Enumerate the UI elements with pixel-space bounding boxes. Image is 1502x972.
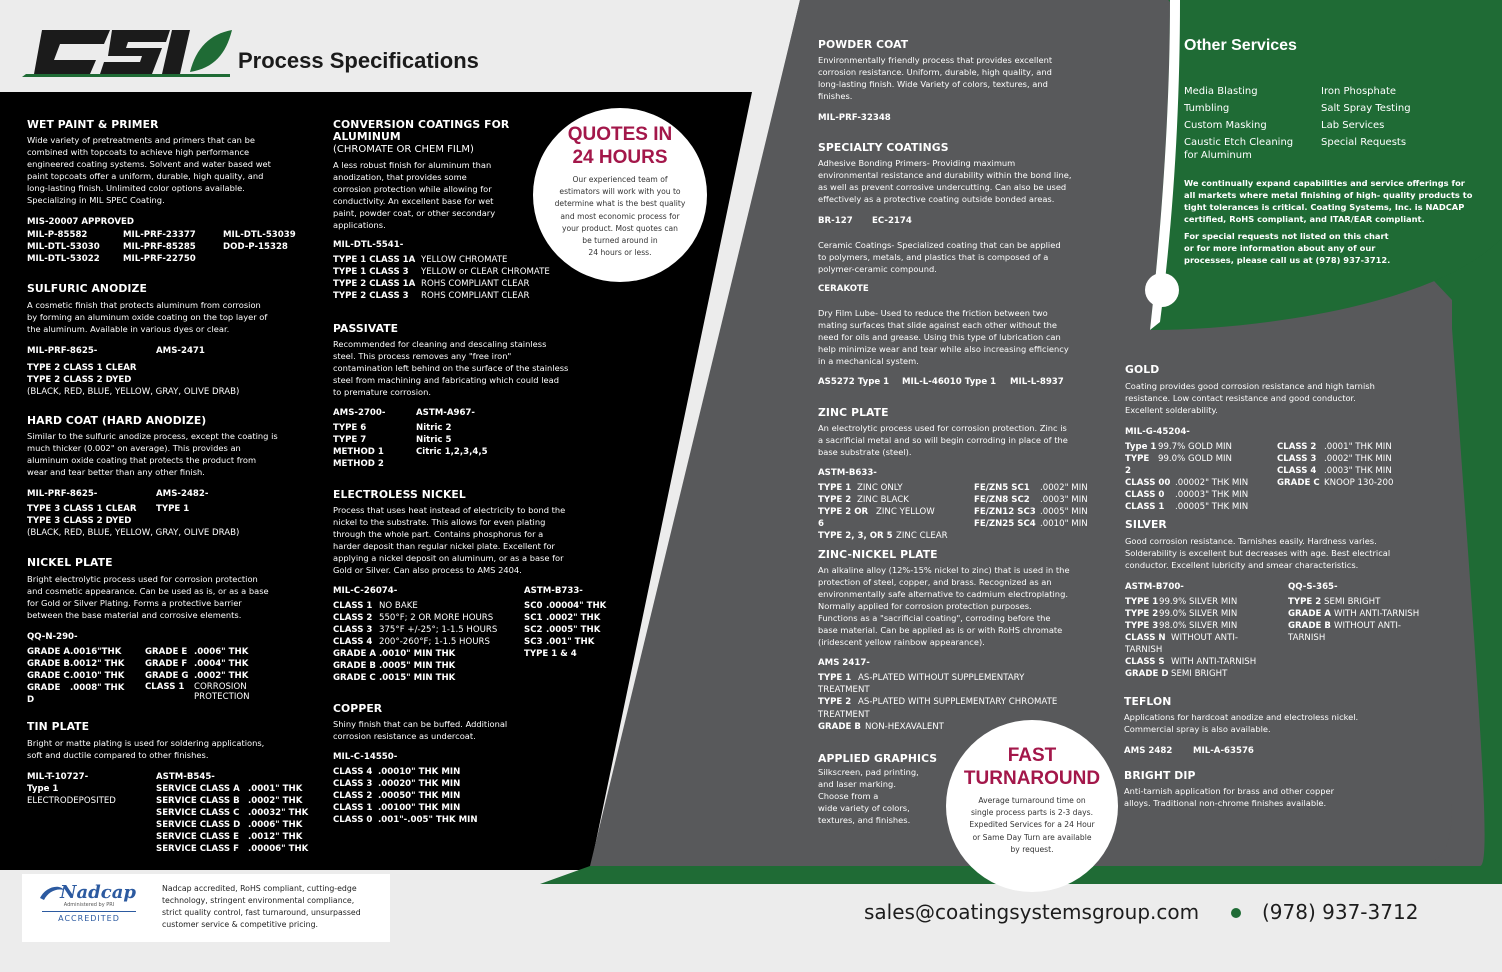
nickel-plate-section (27, 557, 317, 706)
hardcoat-section: HARD COAT (HARD ANODIZE) Similar to the sulfuric anodize process, except the coating is much thicker (0.002" on average). This provides an aluminum oxide coating that protects the product from wear and tear better than any other finish. MIL-PRF-8625- AMS-2482- TYPE 3 CLASS 1 CLEAR TYPE 1 TYPE 3 CLASS 2 DYED (BLACK, RED, BLUE, YELLOW, GRAY, OLIVE DRAB) (27, 415, 317, 539)
page-title: Process Specifications (238, 48, 479, 73)
sulfuric-specs: MIL-PRF-8625- AMS-2471 (27, 346, 205, 356)
sulfuric-title: SULFURIC ANODIZE (27, 282, 147, 295)
sulfuric-body: A cosmetic finish that protects aluminum from corrosion by forming an aluminum oxide coating on the top layer of the aluminum. Available in various dyes or clear. (27, 300, 268, 334)
wet-paint-section (27, 119, 317, 265)
other-services-list: Media Blasting Tumbling Custom Masking Caustic Etch Cleaning for Aluminum Iron Phosphate Salt Spray Testing Lab Services Special Requests (1184, 86, 1411, 161)
tin-plate-title: TIN PLATE (27, 720, 90, 733)
quotes-body: Our experienced team of estimators will work with you to determine what is the best quality and most economic process for your product. Most quotes can be turned around in 24 hours or less. (554, 175, 686, 258)
powder-section: POWDER COAT Environmentally friendly process that provides excellent corrosion resistance. Uniform, durable, high quality, and long-lasting finish. Wide Variety of colors, textures, and finishes. MIL-PRF-32348 (818, 38, 1053, 123)
wet-paint-body: Wide variety of pretreatments and primers that can be combined with topcoats to achieve high performance engineered coating systems. Solvent and water based wet paint topcoats offer a uniform, durable, high quality, and long-lasting finish. Unlimited color options available. Specializing in MIL SPEC Coating. (27, 135, 271, 205)
conversion-types: TYPE 1 CLASS 1A YELLOW CHROMATE TYPE 1 CLASS 3 YELLOW or CLEAR CHROMATE TYPE 2 CLASS 1A ROHS COMPLIANT CLEAR TYPE 2 CLASS 3 ROHS COMPLIANT CLEAR (333, 255, 550, 301)
nadcap-sub: Administered by PRI (63, 902, 115, 908)
nickel-plate-title: NICKEL PLATE (27, 556, 113, 569)
wet-paint-approved: MIS-20007 APPROVED (27, 217, 134, 227)
gold-section: GOLD Coating provides good corrosion resistance and high tarnish resistance. Low contact resistance and good conductor. Excellent solderability. MIL-G-45204- Type 1 99.7% GOLD MIN TYPE 2 99.0% GOLD MIN CLASS 00 .00002" THK MIN CLASS 0 .00003" THK MIN CLASS 1 .00005" THK MIN CLASS 2 .0001" THK MIN CLASS 3 .0002" THK MIN CLASS 4 .0003" THK MIN GRADE C KNOOP 130-200 (1125, 363, 1394, 512)
contact-phone[interactable]: (978) 937-3712 (1262, 900, 1419, 924)
wet-paint-specs: MIL-P-85582 MIL-PRF-23377 MIL-DTL-53039 MIL-DTL-53030 MIL-PRF-85285 DOD-P-15328 MIL-DTL-53022 MIL-PRF-22750 (27, 230, 296, 264)
nickel-plate-grades: GRADE A .0016"THK GRADE B .0012" THK GRADE C .0010" THK GRADE D .0008" THK GRADE E .0006" THK GRADE F .0004" THK GRADE G .0002" THK CLASS 1 CORROSION PROTECTION (27, 647, 250, 705)
hardcoat-specs: MIL-PRF-8625- AMS-2482- (27, 489, 209, 499)
nadcap-logo-text: Nadcap (60, 882, 136, 903)
quotes-circle: QUOTES IN 24 HOURS Our experienced team of estimators will work with you to determine what is the best quality and most economic process for your product. Most quotes can be turned around in 24 hours or less. (533, 108, 707, 282)
hardcoat-body: Similar to the sulfuric anodize process, except the coating is much thicker (0.002" on average). This provides an aluminum oxide coating that protects the product from wear and tear better than any other finish. (27, 431, 278, 477)
conversion-body: A less robust finish for aluminum than anodization, that provides some corrosion protection while allowing for conductivity. An excellent base for wet paint, powder coat, or other secondary applications. (333, 160, 496, 230)
contact-email[interactable]: sales@coatingsystemsgroup.com (864, 900, 1200, 924)
hardcoat-colors: (BLACK, RED, BLUE, YELLOW, GRAY, OLIVE DRAB) (27, 528, 240, 538)
silver-section: SILVER Good corrosion resistance. Tarnishes easily. Hardness varies. Solderability is excellent but decreases with age. Best electrical conductor. Excellent lubricity and smear characteristics. ASTM-B700- QQ-S-365- TYPE 1 99.9% SILVER MIN TYPE 2 99.0% SILVER MIN TYPE 3 98.0% SILVER MIN CLASS N WITHOUT ANTI- TARNISH CLASS S WITH ANTI-TARNISH GRADE D SEMI BRIGHT TYPE 2 SEMI BRIGHT GRADE A WITH ANTI-TARNISH GRADE B WITHOUT ANTI- TARNISH (1125, 518, 1420, 679)
teflon-section: TEFLON Applications for hardcoat anodize and electroless nickel. Commercial spray is also available. AMS 2482 MIL-A-63576 (1124, 695, 1359, 756)
tin-plate-body: Bright or matte plating is used for soldering applications, soft and ductile compared to other finishes. (27, 738, 265, 760)
zinc-nickel-section: ZINC-NICKEL PLATE An alkaline alloy (12%-15% nickel to zinc) that is used in the protection of steel, copper, and brass. Recognized as an environmentally safe alternative to cadmium electroplating. Normally applied for corrosion protection purposes. Functions as a "sacrificial coating", corroding before the base material. Can be applied as is or with RoHS chromate (iridescent yellow rainbow appearance). AMS 2417- TYPE 1 AS-PLATED WITHOUT SUPPLEMENTARY TREATMENT TYPE 2 AS-PLATED WITH SUPPLEMENTARY CHROMATE TREATMENT GRADE B NON-HEXAVALENT (818, 548, 1070, 732)
sulfuric-section (27, 283, 317, 398)
tin-plate-section: TIN PLATE Bright or matte plating is used for soldering applications, soft and ductile compared to other finishes. MIL-T-10727- ASTM-B545- Type 1 ELECTRODEPOSITED SERVICE CLASS A .0001" THK SERVICE CLASS B .0002" THK SERVICE CLASS C .00032" THK SERVICE CLASS D .0006" THK SERVICE CLASS E .0012" THK SERVICE CLASS F .00006" THK (27, 721, 317, 855)
passivate-section: PASSIVATE Recommended for cleaning and descaling stainless steel. This process removes any "free iron" contamination left behind on the surface of the stainless steel from machining and fabricating which could lead to premature corrosion. AMS-2700- ASTM-A967- TYPE 6 TYPE 7 METHOD 1 METHOD 2 Nitric 2 Nitric 5 Citric 1,2,3,4,5 (333, 322, 569, 469)
wet-paint-title: WET PAINT & PRIMER (27, 118, 159, 131)
sulfuric-types: TYPE 2 CLASS 1 CLEAR TYPE 2 CLASS 2 DYED (27, 363, 137, 385)
zinc-section: ZINC PLATE An electrolytic process used for corrosion protection. Zinc is a sacrificial metal and so will begin corroding in place of the base substrate (steel). ASTM-B633- TYPE 1 ZINC ONLY TYPE 2 ZINC BLACK TYPE 2 OR 6 ZINC YELLOW TYPE 2, 3, OR 5 ZINC CLEAR FE/ZN5 SC1 .0002" MIN FE/ZN8 SC2 .0003" MIN FE/ZN12 SC3 .0005" MIN FE/ZN25 SC4 .0010" MIN (818, 406, 1088, 541)
conversion-section: CONVERSION COATINGS FOR ALUMINUM (CHROMATE OR CHEM FILM) A less robust finish for aluminum than anodization, that provides some corrosion protection while allowing for conductivity. An excellent base for wet paint, powder coat, or other secondary applications. MIL-DTL-5541- TYPE 1 CLASS 1A YELLOW CHROMATE TYPE 1 CLASS 3 YELLOW or CLEAR CHROMATE TYPE 2 CLASS 1A ROHS COMPLIANT CLEAR TYPE 2 CLASS 3 ROHS COMPLIANT CLEAR (333, 119, 573, 302)
electroless-section: ELECTROLESS NICKEL Process that uses heat instead of electricity to bond the nickel to the substrate. This allows for even plating through the whole part. Contains phosphorus for a harder deposit than regular nickel plate. Excellent for applying a nickel deposit on aluminum, or as a base for Gold or Silver. Can also process to AMS 2404. MIL-C-26074- ASTM-B733- CLASS 1 NO BAKE CLASS 2 550°F; 2 OR MORE HOURS CLASS 3 375°F +/-25°; 1-1.5 HOURS CLASS 4 200°-260°F; 1-1.5 HOURS GRADE A .0010" MIN THK GRADE B .0005" MIN THK GRADE C .0015" MIN THK SC0 .00004" THK SC1 .0002" THK SC2 .0005" THK SC3 .001" THK TYPE 1 & 4 (333, 488, 607, 683)
nadcap-text: Nadcap accredited, RoHS compliant, cutting-edge technology, stringent environmental compliance, strict quality control, fast turnaround, unsurpassed customer service & competitive pricing. (162, 884, 361, 929)
nadcap-accredited: ACCREDITED (42, 911, 136, 923)
bright-dip-section: BRIGHT DIP Anti-tarnish application for brass and other copper alloys. Traditional non-chrome finishes available. (1124, 769, 1335, 808)
nickel-plate-spec: QQ-N-290- (27, 632, 78, 642)
sulfuric-colors: (BLACK, RED, BLUE, YELLOW, GRAY, OLIVE DRAB) (27, 387, 240, 397)
other-services-title: Other Services (1184, 37, 1297, 54)
graphics-section: APPLIED GRAPHICS Silkscreen, pad printing, and laser marking. Choose from a wide variety of colors, textures, and finishes. (818, 752, 938, 825)
copper-section: COPPER Shiny finish that can be buffed. Additional corrosion resistance as undercoat. MIL-C-14550- CLASS 4 .00010" THK MIN CLASS 3 .00020" THK MIN CLASS 2 .00050" THK MIN CLASS 1 .00100" THK MIN CLASS 0 .001"-.005" THK MIN (333, 702, 508, 825)
tin-plate-specs: MIL-T-10727- ASTM-B545- (27, 772, 215, 782)
fast-turnaround-circle: FAST TURNAROUND Average turnaround time on single process parts is 2-3 days. Expedited Services for a 24 Hour or Same Day Turn are available by request. (946, 720, 1118, 892)
nickel-plate-body: Bright electrolytic process used for corrosion protection and cosmetic appearance. Can be used as is, or as a base for Gold or Silver Plating. Forms a protective barrier between the base material and corrosive elements. (27, 574, 269, 620)
conversion-subtitle: (CHROMATE OR CHEM FILM) (333, 144, 474, 155)
nadcap-logo (34, 884, 144, 923)
hardcoat-title: HARD COAT (HARD ANODIZE) (27, 414, 207, 427)
specialty-section: SPECIALTY COATINGS Adhesive Bonding Primers- Providing maximum environmental resistance and durability within the bond line, as well as prevent corrosive undercutting. Can also be used effectively as a protective coating outside bonded areas. BR-127 EC-2174 Ceramic Coatings- Specialized coating that can be applied to polymers, metals, and plastics that is composed of a polymer-ceramic compound. CERAKOTE Dry Film Lube- Used to reduce the friction between two mating surfaces that slide against each other without the need for oils and grease. Using this type of lubrication can help minimize wear and tear while also increasing efficiency in a mechanical system. AS5272 Type 1 MIL-L-46010 Type 1 MIL-L-8937 (818, 141, 1072, 387)
other-services-section: Other Services Media Blasting Tumbling Custom Masking Caustic Etch Cleaning for Aluminum Iron Phosphate Salt Spray Testing Lab Services Special Requests We continually expand capabilities and service offerings for all markets where metal finishing of high- quality products to tight tolerances is critical. Coating Systems, Inc. is NADCAP certified, RoHS compliant, and ITAR/EAR compliant. For special requests not listed on this chart or for more information about any of our processes, please call us at (978) 937-3712. (1184, 37, 1484, 266)
